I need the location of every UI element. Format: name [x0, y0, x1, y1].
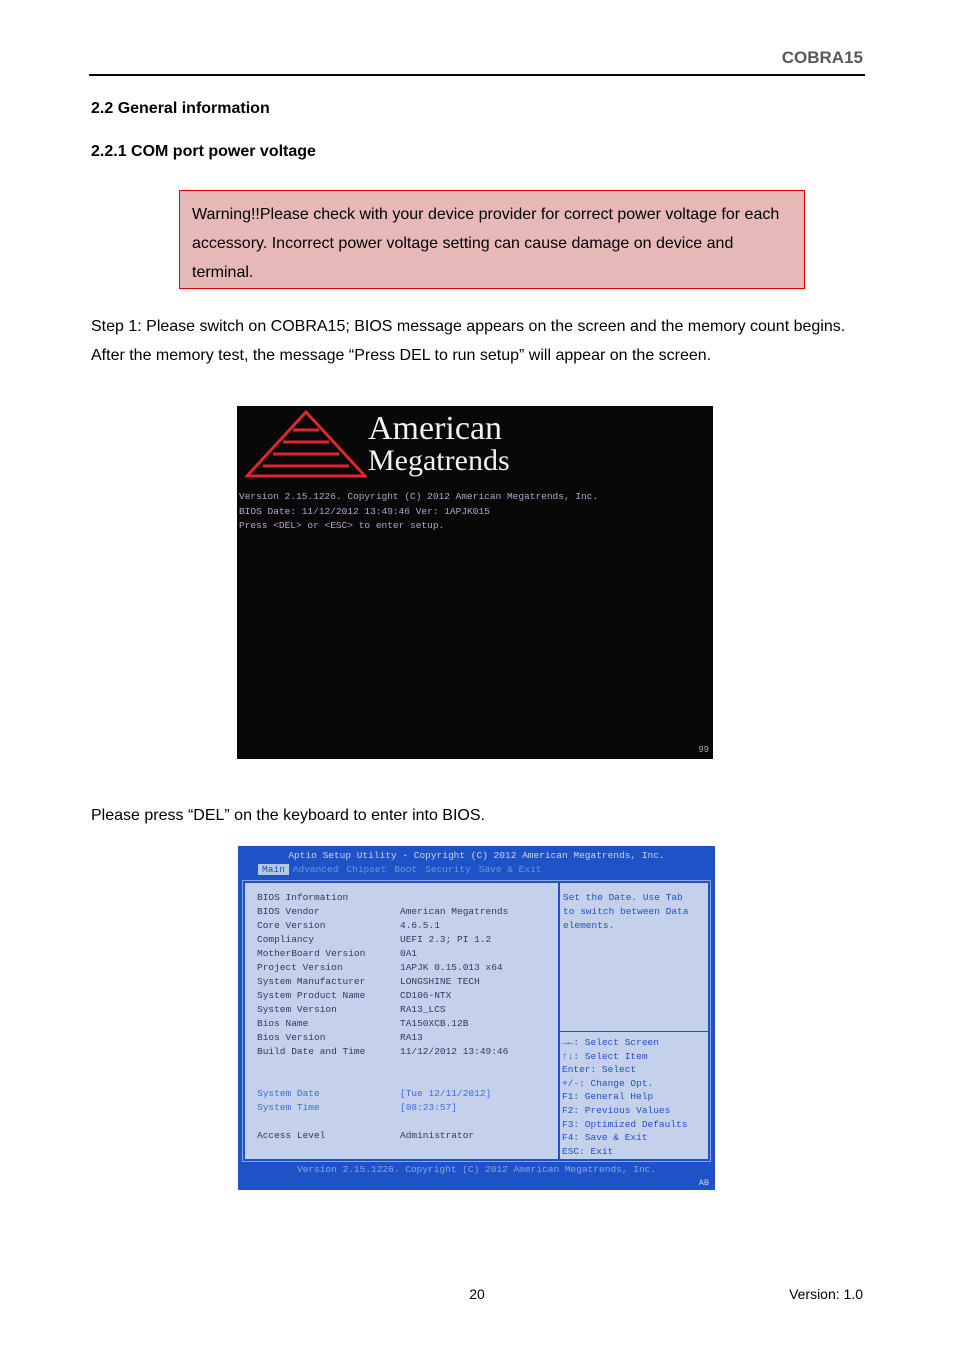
- post-code-counter: 99: [698, 745, 709, 755]
- bios-tab-main: Main: [258, 864, 289, 875]
- bios-row-value: TA150XCB.12B: [400, 1018, 469, 1029]
- bios-row-key: [257, 1059, 400, 1073]
- bios-row-key: Project Version: [257, 962, 343, 973]
- bios-footer: Version 2.15.1226. Copyright (C) 2012 American Megatrends, Inc.: [296, 1164, 657, 1175]
- bios-row-key: System Version: [257, 1004, 337, 1015]
- bios-info-row: [257, 1073, 508, 1087]
- bios-row-value: CD106-NTX: [400, 990, 452, 1001]
- bios-row-key: System Date: [257, 1088, 320, 1099]
- boot-line-press: Press <DEL> or <ESC> to enter setup.: [239, 520, 445, 531]
- bios-info-row: [257, 975, 508, 989]
- bios-row-value: 0A1: [400, 948, 418, 959]
- boot-line-version: Version 2.15.1226. Copyright (C) 2012 American Megatrends, Inc.: [239, 491, 599, 502]
- bios-panel-divider: [558, 883, 560, 1159]
- logo-text-megatrends: Megatrends: [368, 444, 510, 477]
- bios-row-key: System Product Name: [257, 990, 366, 1001]
- warning-box: [179, 190, 805, 289]
- boot-messages: [239, 490, 598, 534]
- bios-info-row: [257, 1059, 508, 1073]
- bios-tab-advanced: Advanced: [292, 864, 339, 875]
- bios-row-key: BIOS Vendor: [257, 906, 320, 917]
- bios-badge: AB: [698, 1178, 709, 1188]
- bios-info-row: [257, 947, 508, 961]
- section-heading: 2.2 General information: [91, 100, 270, 117]
- bios-info-row: [257, 1045, 508, 1059]
- bios-info-row: [257, 1031, 508, 1045]
- bios-title: Aptio Setup Utility - Copyright (C) 2012 American Megatrends, Inc.: [288, 850, 665, 861]
- bios-row-value: 1APJK 0.15.013 x64: [400, 962, 503, 973]
- bios-info-row: [257, 919, 508, 933]
- bios-row-key: BIOS Information: [257, 892, 349, 903]
- bios-row-value: UEFI 2.3; PI 1.2: [400, 934, 492, 945]
- page-number: 20: [469, 1286, 485, 1302]
- bios-info-row: [257, 1017, 508, 1031]
- bios-row-value: LONGSHINE TECH: [400, 976, 480, 987]
- instruction-paragraph: Please press “DEL” on the keyboard to enter into BIOS.: [91, 807, 485, 824]
- bios-row-value: 4.6.5.1: [400, 920, 440, 931]
- bios-row-value: [08:23:57]: [400, 1102, 458, 1113]
- bios-info-row: [257, 961, 508, 975]
- subsection-heading: 2.2.1 COM port power voltage: [91, 143, 316, 160]
- bios-main-panel: [243, 881, 710, 1161]
- boot-screen-photo: [237, 406, 713, 759]
- bios-row-value: RA13: [400, 1032, 423, 1043]
- logo-text-american: American: [368, 410, 503, 447]
- version-label: Version: 1.0: [789, 1286, 863, 1302]
- bios-info-list: [257, 891, 508, 1143]
- bios-tab-security: Security: [425, 864, 471, 875]
- bios-row-key: System Time: [257, 1102, 320, 1113]
- bios-setup-photo: [238, 846, 715, 1190]
- bios-row-value: Administrator: [400, 1130, 475, 1141]
- bios-info-row: [257, 989, 508, 1003]
- bios-key-legend: →←: Select Screen ↑↓: Select Item Enter: Select +/-: Change Opt. F1: General Help F2: Previous Values F3: Optimized Defaults F4: Save & Exit ESC: Exit: [562, 1037, 688, 1157]
- bios-info-row: [257, 933, 508, 947]
- bios-info-row: [257, 1003, 508, 1017]
- bios-row-key: System Manufacturer: [257, 976, 366, 987]
- bios-row-key: Bios Name: [257, 1018, 309, 1029]
- step1-paragraph: Step 1: Please switch on COBRA15; BIOS message appears on the screen and the memory count begins. After the memory test, the message “Press DEL to run setup” will appear on the screen.: [91, 318, 846, 364]
- boot-line-date: BIOS Date: 11/12/2012 13:49:46 Ver: 1APJK015: [239, 505, 490, 517]
- bios-info-row: [257, 905, 508, 919]
- bios-row-key: Access Level: [257, 1130, 326, 1141]
- bios-row-key: Build Date and Time: [257, 1046, 366, 1057]
- bios-row-value: [Tue 12/11/2012]: [400, 1088, 492, 1099]
- bios-info-row: [257, 1129, 508, 1143]
- bios-info-row: [257, 1087, 508, 1101]
- header-rule: [89, 74, 865, 76]
- bios-row-key: [257, 1073, 400, 1087]
- bios-info-row: [257, 1101, 508, 1115]
- bios-row-value: RA13_LCS: [400, 1004, 446, 1015]
- bios-help-divider: [558, 1031, 708, 1032]
- bios-row-key: Core Version: [257, 920, 326, 931]
- bios-tab-save-exit: Save & Exit: [478, 864, 542, 875]
- bios-info-row: [257, 1115, 508, 1129]
- bios-row-key: Bios Version: [257, 1032, 326, 1043]
- bios-row-value: American Megatrends: [400, 906, 509, 917]
- document-header-title: COBRA15: [781, 48, 863, 67]
- bios-row-key: MotherBoard Version: [257, 948, 366, 959]
- ami-logo-icon: [245, 410, 367, 478]
- warning-text: Warning!!Please check with your device provider for correct power voltage for each accessory. Incorrect power voltage setting can cause damage on device and terminal.: [192, 206, 780, 281]
- bios-tab-chipset: Chipset: [346, 864, 387, 875]
- bios-tab-boot: Boot: [394, 864, 418, 875]
- bios-row-key: Compliancy: [257, 934, 315, 945]
- bios-menu-bar: [258, 864, 545, 875]
- bios-info-row: [257, 891, 508, 905]
- bios-help-text: Set the Date. Use Tab to switch between Data elements.: [563, 892, 689, 931]
- bios-row-value: 11/12/2012 13:49:46: [400, 1046, 509, 1057]
- bios-row-key: [257, 1115, 400, 1129]
